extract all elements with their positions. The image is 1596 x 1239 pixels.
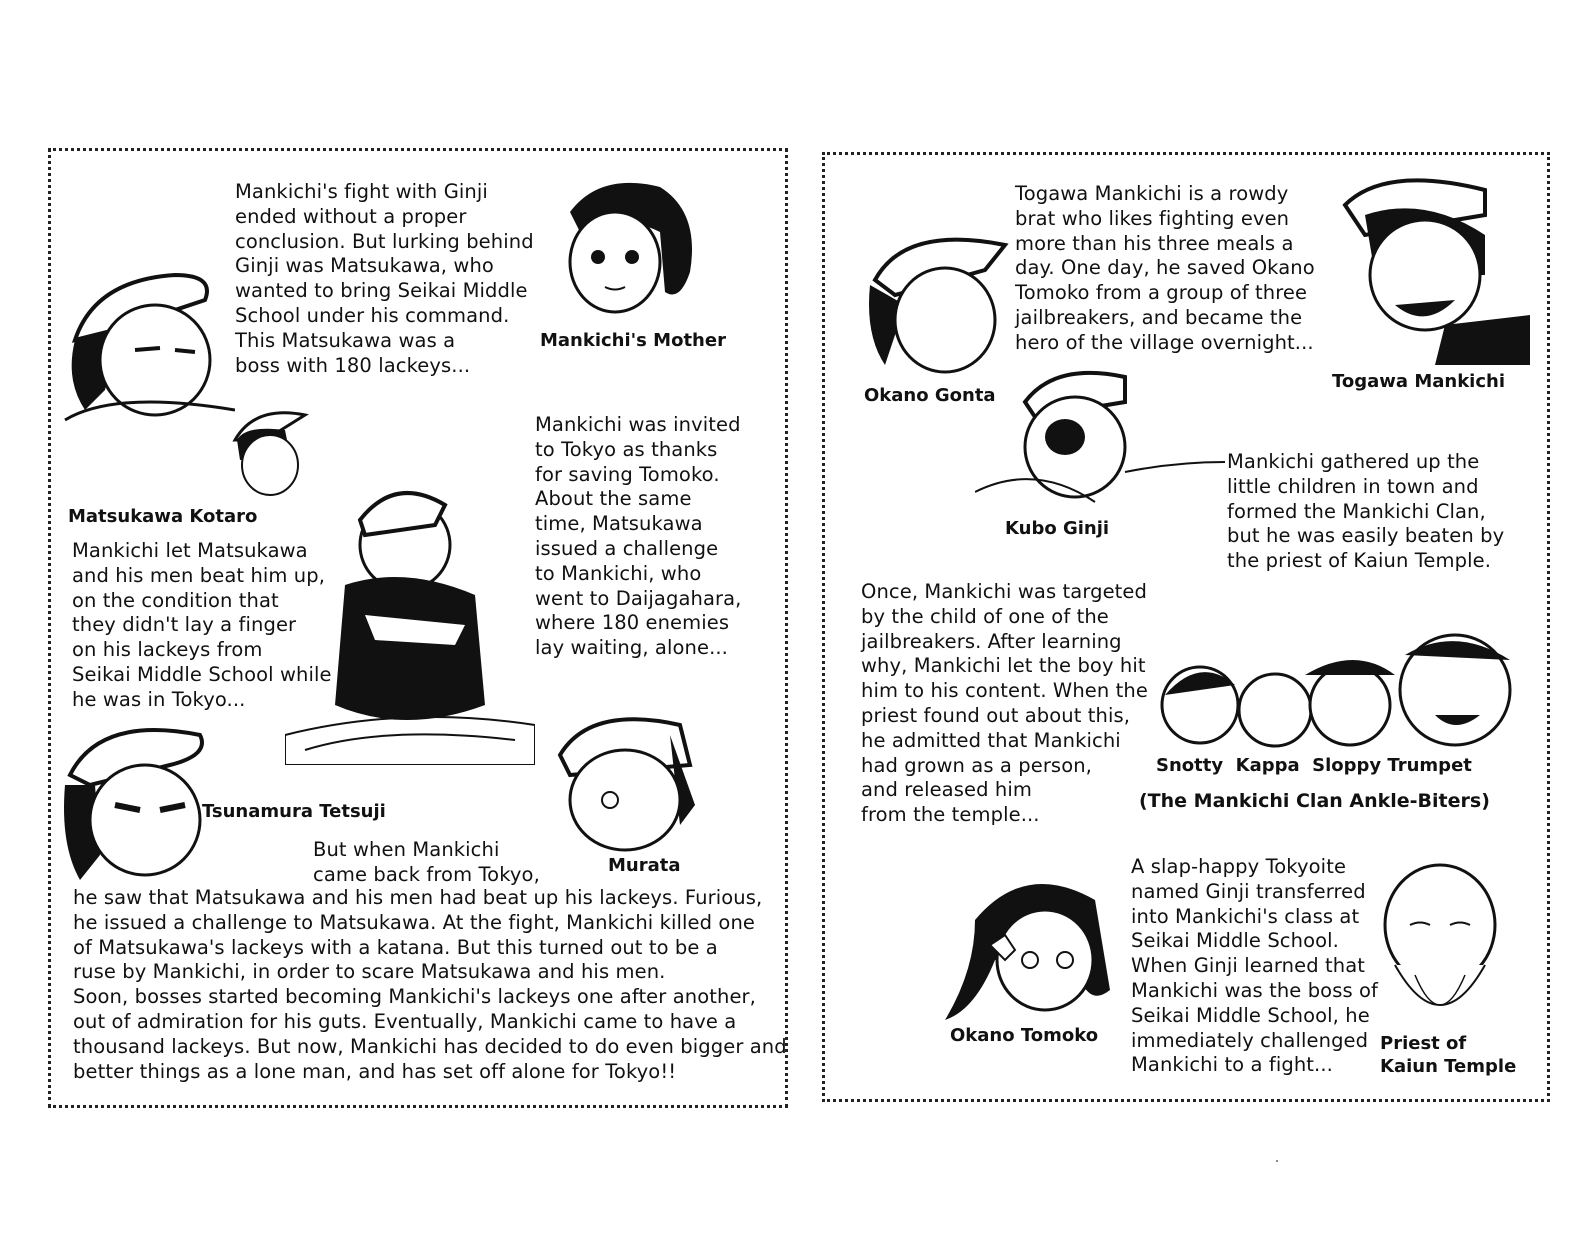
narration-togawa-intro: Togawa Mankichi is a rowdy brat who likes fighting even more than his three meals a day. One day, he saved Okano Tomoko from a group of three jailbreakers, and became the hero of the village overnight... bbox=[1015, 182, 1315, 354]
portrait-matsukawa-kotaro bbox=[55, 270, 235, 430]
label-okano-gonta: Okano Gonta bbox=[864, 385, 996, 406]
portrait-togawa-mankichi bbox=[1335, 165, 1530, 365]
portrait-mankichis-mother bbox=[540, 172, 700, 322]
narration-mankichi-clan: Mankichi gathered up the little children in town and formed the Mankichi Clan, but he was easily beaten by the priest of Kaiun Temple. bbox=[1227, 450, 1505, 573]
portrait-priest-of-kaiun-temple bbox=[1355, 855, 1520, 1040]
label-mankichis-mother: Mankichi's Mother bbox=[540, 330, 726, 351]
label-ankle-biter-names: Snotty Kappa Sloppy Trumpet bbox=[1156, 755, 1472, 776]
label-kubo-ginji: Kubo Ginji bbox=[1005, 518, 1110, 539]
illustration-mankichi-sitting bbox=[285, 475, 535, 765]
portrait-kubo-ginji bbox=[975, 362, 1225, 512]
scan-speck bbox=[1276, 1160, 1278, 1162]
portrait-okano-tomoko bbox=[935, 860, 1125, 1025]
narration-child-of-jailbreaker: Once, Mankichi was targeted by the child of one of the jailbreakers. After learning why, Mankichi let the boy hit him to his content. When the priest found out about this, he admitted that Mankichi had grown as a person, and released him from the temple... bbox=[861, 580, 1148, 827]
label-okano-tomoko: Okano Tomoko bbox=[950, 1025, 1099, 1046]
narration-tokyo-invite: Mankichi was invited to Tokyo as thanks for saving Tomoko. About the same time, Matsukawa issued a challenge to Mankichi, who went to Daijagahara, where 180 enemies lay waiting, alone... bbox=[535, 413, 742, 660]
narration-beat-up-condition: Mankichi let Matsukawa and his men beat him up, on the condition that they didn't lay a finger on his lackeys from Seikai Middle School while he was in Tokyo... bbox=[72, 539, 332, 711]
label-togawa-mankichi: Togawa Mankichi bbox=[1332, 371, 1505, 392]
portrait-tsunamura-tetsuji bbox=[60, 715, 220, 880]
portrait-murata bbox=[550, 705, 700, 855]
label-mankichi-clan: (The Mankichi Clan Ankle-Biters) bbox=[1139, 790, 1490, 812]
label-murata: Murata bbox=[608, 855, 681, 876]
narration-ginji-transfer: A slap-happy Tokyoite named Ginji transferred into Mankichi's class at Seikai Middle School. When Ginji learned that Mankichi was the boss of Seikai Middle School, he immediately challenged Mankichi to a fight... bbox=[1131, 855, 1379, 1077]
illustration-ankle-biters bbox=[1155, 625, 1525, 750]
portrait-okano-gonta bbox=[865, 225, 1015, 375]
label-matsukawa-kotaro: Matsukawa Kotaro bbox=[68, 506, 258, 527]
narration-came-back: But when Mankichi came back from Tokyo, bbox=[313, 838, 540, 886]
narration-ginji-fight: Mankichi's fight with Ginji ended without a proper conclusion. But lurking behind Ginji was Matsukawa, who wanted to bring Seikai Middle School under his command. This Matsukawa was a boss with 180 lackeys... bbox=[235, 180, 534, 377]
label-priest-of-kaiun-temple: Priest of Kaiun Temple bbox=[1380, 1033, 1517, 1077]
label-tsunamura-tetsuji: Tsunamura Tetsuji bbox=[202, 801, 386, 822]
narration-conclusion: he saw that Matsukawa and his men had beat up his lackeys. Furious, he issued a challenge to Matsukawa. At the fight, Mankichi killed one of Matsukawa's lackeys with a katana. But this turned out to be a ruse by Mankichi, in order to scare Matsukawa and his men. Soon, bosses started becoming Mankichi's lackeys one after another, out of admiration for his guts. Eventually, Mankichi came to have a thousand lackeys. But now, Mankichi has decided to do even bigger and better things as a lone man, and has set off alone for Tokyo!! bbox=[73, 886, 787, 1083]
